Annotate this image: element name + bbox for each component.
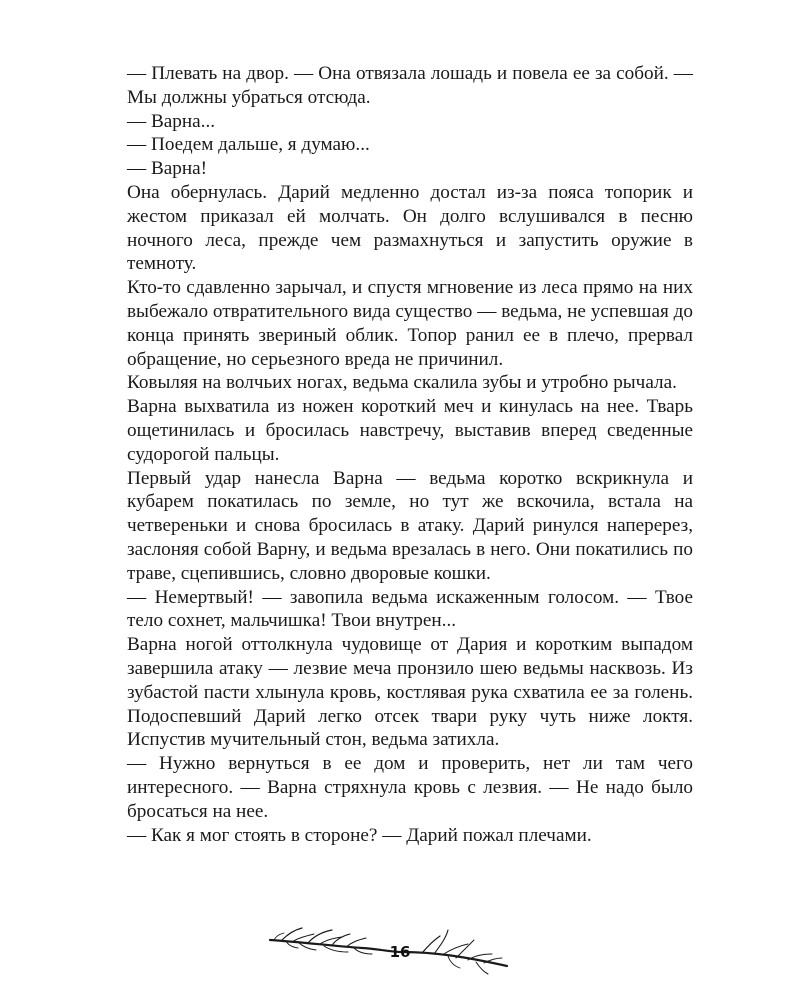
paragraph: — Нужно вернуться в ее дом и проверить, нет ли там чего интересного. — Варна стряхнула кровь с лезвия. — Не надо было бросаться на нее. <box>127 753 693 822</box>
paragraph: Варна ногой оттолкнула чудовище от Дария и коротким выпадом завершила атаку — лезвие меча пронзило шею ведьмы насквозь. Из зубастой пасти хлынула кровь, костлявая рука схватила ее за голень. Подоспевший Дарий легко отсек твари руку чуть ниже локтя. Испустив мучительный стон, ведьма затихла. <box>127 634 693 751</box>
paragraph: Она обернулась. Дарий медленно достал из-за пояса топорик и жестом приказал ей молчать. Он долго вслушивался в песню ночного леса, прежде чем размахнуться и запустить оружие в темноту. <box>127 181 693 275</box>
paragraph: — Варна! <box>127 158 208 180</box>
paragraph: — Как я мог стоять в стороне? — Дарий пожал плечами. <box>127 824 592 846</box>
paragraph: Ковыляя на волчьих ногах, ведьма скалила зубы и утробно рычала. <box>127 372 677 394</box>
page-footer <box>262 916 512 976</box>
paragraph: — Немертвый! — завопила ведьма искаженным голосом. — Твое тело сохнет, мальчишка! Твои внутрен... <box>127 586 693 632</box>
paragraph: Первый удар нанесла Варна — ведьма коротко вскрикнула и кубарем покатилась по земле, но тут же вскочила, встала на четвереньки и снова бросилась в атаку. Дарий ринулся наперерез, заслоняя собой Варну, и ведьма врезалась в него. Они покатились по траве, сцепившись, словно дворовые кошки. <box>127 467 693 584</box>
paragraph: Варна выхватила из ножен короткий меч и кинулась на нее. Тварь ощетинилась и бросилась навстречу, выставив вперед сведенные судорогой пальцы. <box>127 396 693 465</box>
body-text <box>127 62 693 847</box>
paragraph: — Поедем дальше, я думаю... <box>127 134 370 156</box>
paragraph: — Плевать на двор. — Она отвязала лошадь и повела ее за собой. — Мы должны убраться отсюда. <box>127 63 693 108</box>
paragraph: Кто-то сдавленно зарычал, и спустя мгновение из леса прямо на них выбежало отвратительного вида существо — ведьма, не успевшая до конца принять звериный облик. Топор ранил ее в плечо, прервал обращение, но серьезного вреда не причинил. <box>127 277 693 370</box>
page-number: 16 <box>389 943 411 961</box>
paragraph: — Варна... <box>127 110 216 132</box>
